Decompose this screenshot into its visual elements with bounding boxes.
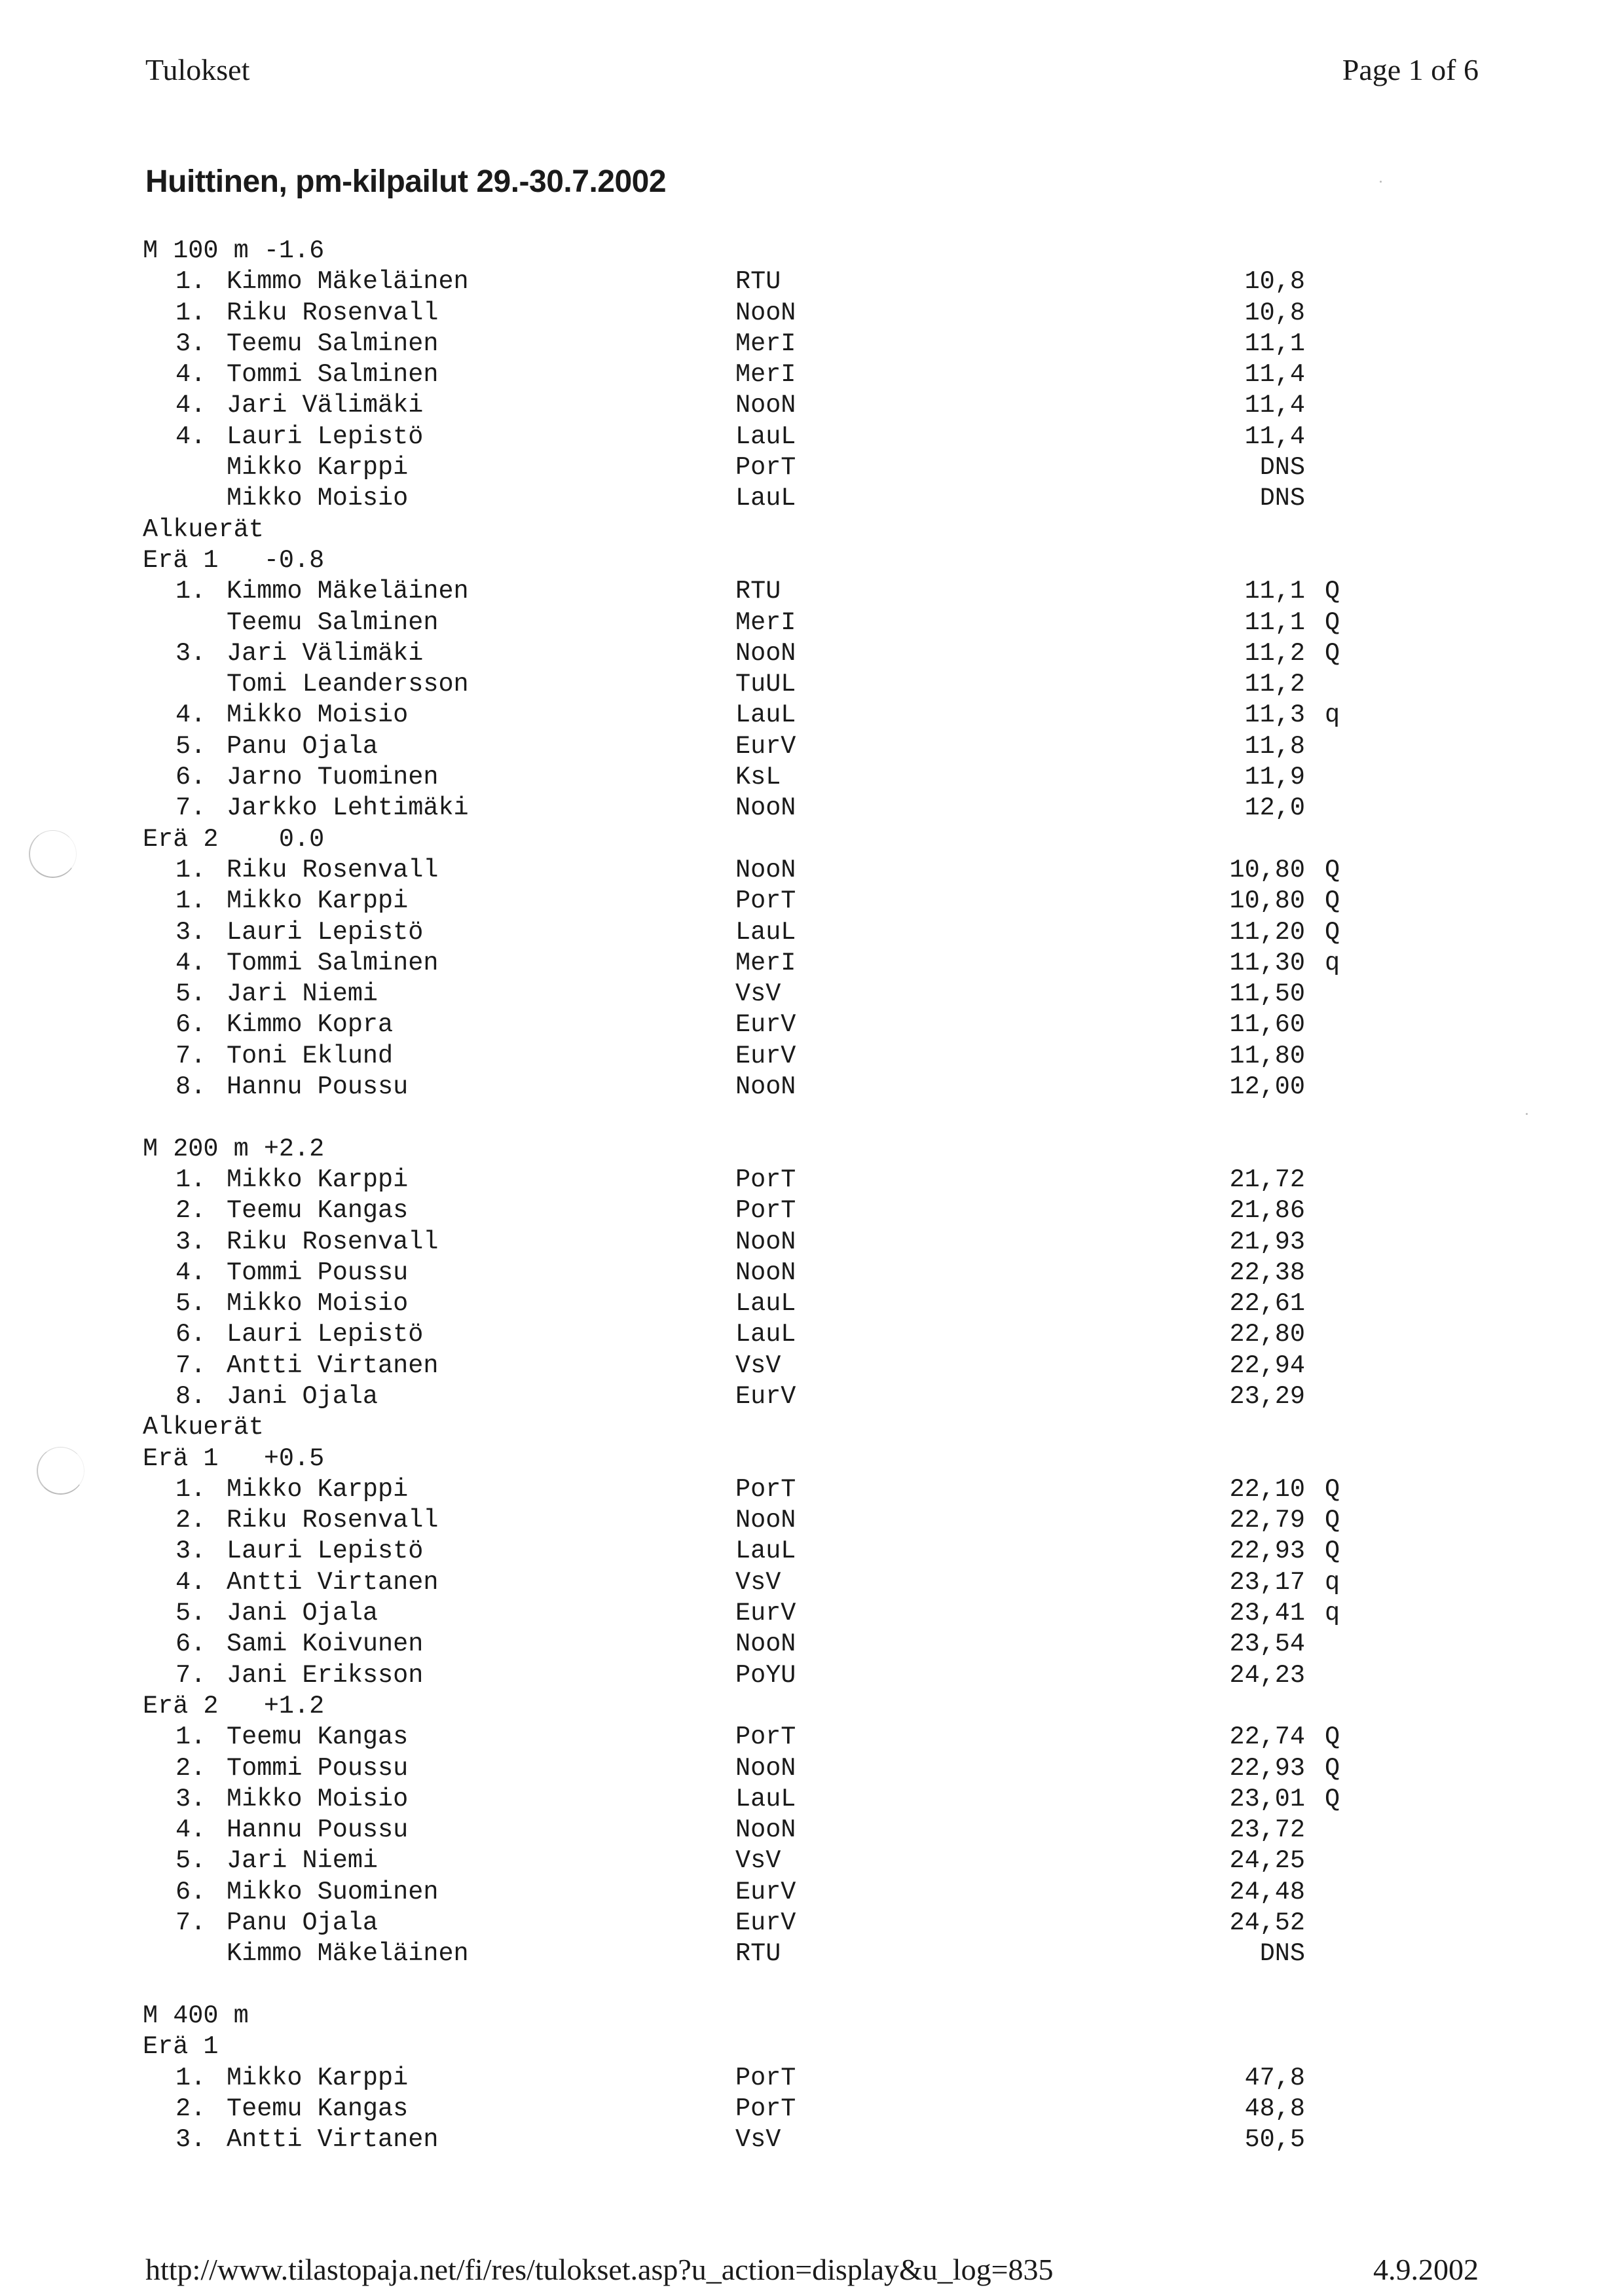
- position: 4.: [175, 360, 206, 390]
- position: 1.: [175, 267, 206, 297]
- result-row: [143, 669, 1305, 700]
- result-row: [143, 1598, 1340, 1629]
- result-value: 12,00: [1229, 1072, 1305, 1102]
- athlete-name: Mikko Karppi: [227, 886, 409, 916]
- result-row: [143, 1536, 1340, 1567]
- footer-date: 4.9.2002: [1373, 2253, 1479, 2286]
- position: 1.: [175, 577, 206, 606]
- athlete-name: Jari Niemi: [227, 979, 378, 1009]
- club-code: NooN: [735, 1072, 796, 1102]
- position: 1.: [175, 886, 206, 916]
- result-value: 22,93: [1229, 1537, 1305, 1566]
- athlete-name: Mikko Karppi: [227, 1165, 409, 1194]
- result-value: 23,41: [1229, 1599, 1305, 1628]
- club-code: NooN: [735, 1227, 796, 1256]
- position: 6.: [175, 1010, 206, 1040]
- spacer: [143, 1102, 324, 1133]
- result-value: 10,80: [1229, 886, 1305, 916]
- position: 8.: [175, 1381, 206, 1411]
- result-row: [143, 731, 1305, 762]
- athlete-name: Lauri Lepistö: [227, 1537, 424, 1566]
- athlete-name: Tomi Leandersson: [227, 670, 469, 699]
- result-row: [143, 1474, 1340, 1505]
- result-row: [143, 1784, 1340, 1815]
- position: 7.: [175, 1908, 206, 1938]
- result-row: [143, 1227, 1305, 1258]
- club-code: PorT: [735, 1722, 796, 1752]
- result-value: 11,8: [1244, 731, 1305, 761]
- club-code: EurV: [735, 731, 796, 761]
- club-code: EurV: [735, 1877, 796, 1906]
- result-value: 12,0: [1244, 793, 1305, 823]
- result-row: [143, 700, 1340, 731]
- club-code: PorT: [735, 1196, 796, 1226]
- result-value: 22,74: [1229, 1722, 1305, 1752]
- athlete-name: Teemu Kangas: [227, 2094, 409, 2123]
- result-value: 24,48: [1229, 1877, 1305, 1906]
- result-row: [143, 917, 1340, 948]
- position: 7.: [175, 1041, 206, 1070]
- result-row: [143, 1258, 1305, 1288]
- position: 1.: [175, 1474, 206, 1504]
- club-code: VsV: [735, 979, 781, 1009]
- club-code: EurV: [735, 1908, 796, 1938]
- athlete-name: Hannu Poussu: [227, 1815, 409, 1845]
- position: 3.: [175, 1784, 206, 1813]
- result-value: 11,20: [1229, 917, 1305, 947]
- athlete-name: Jarno Tuominen: [227, 763, 439, 792]
- scan-speck: [1380, 181, 1382, 183]
- result-row: [143, 266, 1305, 297]
- result-row: [143, 2063, 1305, 2094]
- qualification-mark: q: [1325, 701, 1340, 730]
- athlete-name: Lauri Lepistö: [227, 422, 424, 451]
- position: 6.: [175, 1630, 206, 1659]
- athlete-name: Sami Koivunen: [227, 1630, 424, 1659]
- club-code: LauL: [735, 917, 796, 947]
- athlete-name: Tommi Salminen: [227, 948, 439, 977]
- athlete-name: Mikko Moisio: [227, 701, 409, 730]
- position: 4.: [175, 948, 206, 977]
- club-code: LauL: [735, 1784, 796, 1813]
- result-row: [143, 1753, 1340, 1784]
- position: 4.: [175, 1258, 206, 1287]
- club-code: NooN: [735, 855, 796, 884]
- result-row: [143, 1319, 1305, 1350]
- result-value: 11,1: [1244, 577, 1305, 606]
- club-code: NooN: [735, 1753, 796, 1783]
- position: 2.: [175, 2094, 206, 2123]
- club-code: NooN: [735, 1815, 796, 1845]
- result-row: [143, 762, 1305, 793]
- qualification-mark: Q: [1325, 855, 1340, 884]
- athlete-name: Riku Rosenvall: [227, 1506, 439, 1535]
- athlete-name: Panu Ojala: [227, 731, 378, 761]
- result-value: 24,25: [1229, 1846, 1305, 1876]
- position: 1.: [175, 855, 206, 884]
- result-value: 11,4: [1244, 422, 1305, 451]
- athlete-name: Lauri Lepistö: [227, 1320, 424, 1349]
- section-label: M 200 m +2.2: [143, 1134, 325, 1163]
- position: 4.: [175, 422, 206, 451]
- result-row: [143, 1195, 1305, 1226]
- athlete-name: Teemu Kangas: [227, 1196, 409, 1226]
- club-code: PorT: [735, 2094, 796, 2123]
- club-code: LauL: [735, 1537, 796, 1566]
- club-code: PorT: [735, 453, 796, 483]
- result-value: 22,79: [1229, 1506, 1305, 1535]
- result-value: 10,8: [1244, 267, 1305, 297]
- club-code: MerI: [735, 948, 796, 977]
- result-value: 11,1: [1244, 608, 1305, 637]
- result-row: [143, 1072, 1305, 1102]
- position: 3.: [175, 917, 206, 947]
- result-row: [143, 452, 1305, 483]
- athlete-name: Mikko Karppi: [227, 1474, 409, 1504]
- position: 1.: [175, 2063, 206, 2092]
- result-value: 10,8: [1244, 298, 1305, 327]
- qualification-mark: q: [1325, 1599, 1340, 1628]
- result-row: [143, 886, 1340, 917]
- position: 7.: [175, 793, 206, 823]
- position: 4.: [175, 1567, 206, 1597]
- position: 3.: [175, 329, 206, 358]
- result-row: [143, 576, 1340, 607]
- athlete-name: Antti Virtanen: [227, 1567, 439, 1597]
- club-code: VsV: [735, 2125, 781, 2155]
- athlete-name: Kimmo Mäkeläinen: [227, 267, 469, 297]
- club-code: RTU: [735, 577, 781, 606]
- position: 3.: [175, 638, 206, 668]
- result-value: 11,4: [1244, 360, 1305, 390]
- club-code: NooN: [735, 391, 796, 420]
- qualification-mark: Q: [1325, 1722, 1340, 1752]
- section-label: Erä 2 0.0: [143, 824, 325, 854]
- qualification-mark: q: [1325, 1567, 1340, 1597]
- athlete-name: Hannu Poussu: [227, 1072, 409, 1102]
- club-code: NooN: [735, 1630, 796, 1659]
- result-value: 50,5: [1244, 2125, 1305, 2155]
- position: 2.: [175, 1753, 206, 1783]
- athlete-name: Mikko Karppi: [227, 2063, 409, 2092]
- punch-hole: [29, 830, 77, 878]
- result-value: 22,94: [1229, 1351, 1305, 1380]
- position: 6.: [175, 1877, 206, 1906]
- position: 3.: [175, 1227, 206, 1256]
- result-row: [143, 1381, 1305, 1412]
- club-code: MerI: [735, 360, 796, 390]
- club-code: EurV: [735, 1010, 796, 1040]
- result-value: 11,9: [1244, 763, 1305, 792]
- result-value: 11,2: [1244, 670, 1305, 699]
- footer-url: http://www.tilastopaja.net/fi/res/tulokset.asp?u_action=display&u_log=835: [145, 2253, 1054, 2286]
- athlete-name: Antti Virtanen: [227, 1351, 439, 1380]
- club-code: NooN: [735, 298, 796, 327]
- athlete-name: Jarkko Lehtimäki: [227, 793, 469, 823]
- club-code: LauL: [735, 484, 796, 513]
- result-value: 11,80: [1229, 1041, 1305, 1070]
- result-row: [143, 1629, 1305, 1660]
- club-code: PorT: [735, 1165, 796, 1194]
- qualification-mark: Q: [1325, 1784, 1340, 1813]
- club-code: NooN: [735, 793, 796, 823]
- result-value: DNS: [1259, 1939, 1305, 1969]
- section-label: M 400 m: [143, 2001, 249, 2030]
- section-label: Alkuerät: [143, 1413, 264, 1442]
- athlete-name: Tommi Poussu: [227, 1753, 409, 1783]
- result-value: 23,72: [1229, 1815, 1305, 1845]
- result-row: [143, 2124, 1305, 2155]
- athlete-name: Tommi Poussu: [227, 1258, 409, 1287]
- qualification-mark: Q: [1325, 577, 1340, 606]
- result-value: 47,8: [1244, 2063, 1305, 2092]
- athlete-name: Antti Virtanen: [227, 2125, 439, 2155]
- club-code: KsL: [735, 763, 781, 792]
- athlete-name: Teemu Salminen: [227, 329, 439, 358]
- athlete-name: Mikko Moisio: [227, 484, 409, 513]
- club-code: MerI: [735, 608, 796, 637]
- result-row: [143, 1660, 1305, 1691]
- result-row: [143, 1505, 1340, 1536]
- position: 5.: [175, 979, 206, 1009]
- club-code: LauL: [735, 701, 796, 730]
- result-row: [143, 2094, 1305, 2124]
- position: 5.: [175, 1846, 206, 1876]
- result-value: 11,2: [1244, 638, 1305, 668]
- position: 5.: [175, 731, 206, 761]
- result-value: 24,23: [1229, 1660, 1305, 1690]
- position: 4.: [175, 701, 206, 730]
- section-label: Erä 1 -0.8: [143, 545, 325, 575]
- position: 2.: [175, 1506, 206, 1535]
- document-title: Huittinen, pm-kilpailut 29.-30.7.2002: [145, 164, 667, 199]
- club-code: NooN: [735, 1506, 796, 1535]
- punch-hole: [37, 1447, 84, 1495]
- result-value: 11,60: [1229, 1010, 1305, 1040]
- position: 4.: [175, 391, 206, 420]
- club-code: MerI: [735, 329, 796, 358]
- club-code: NooN: [735, 1258, 796, 1287]
- result-row: [143, 329, 1305, 359]
- result-value: 11,50: [1229, 979, 1305, 1009]
- spacer: [143, 1970, 324, 2001]
- result-value: 10,80: [1229, 855, 1305, 884]
- result-row: [143, 948, 1340, 979]
- club-code: NooN: [735, 638, 796, 668]
- athlete-name: Riku Rosenvall: [227, 855, 439, 884]
- result-value: 21,72: [1229, 1165, 1305, 1194]
- result-value: 23,54: [1229, 1630, 1305, 1659]
- club-code: VsV: [735, 1351, 781, 1380]
- athlete-name: Jari Välimäki: [227, 391, 424, 420]
- qualification-mark: Q: [1325, 1506, 1340, 1535]
- position: 7.: [175, 1660, 206, 1690]
- athlete-name: Teemu Salminen: [227, 608, 439, 637]
- club-code: LauL: [735, 1320, 796, 1349]
- result-row: [143, 1288, 1305, 1319]
- result-row: [143, 608, 1340, 638]
- qualification-mark: Q: [1325, 1753, 1340, 1783]
- qualification-mark: q: [1325, 948, 1340, 977]
- result-value: 23,01: [1229, 1784, 1305, 1813]
- position: 1.: [175, 1722, 206, 1752]
- result-value: DNS: [1259, 484, 1305, 513]
- section-label: Erä 1: [143, 2032, 219, 2062]
- result-value: 48,8: [1244, 2094, 1305, 2123]
- result-row: [143, 422, 1305, 452]
- position: 1.: [175, 298, 206, 327]
- club-code: EurV: [735, 1599, 796, 1628]
- result-row: [143, 979, 1305, 1010]
- athlete-name: Kimmo Mäkeläinen: [227, 577, 469, 606]
- result-value: 23,29: [1229, 1381, 1305, 1411]
- athlete-name: Riku Rosenvall: [227, 1227, 439, 1256]
- result-row: [143, 1567, 1340, 1598]
- qualification-mark: Q: [1325, 1537, 1340, 1566]
- result-row: [143, 1165, 1305, 1195]
- result-row: [143, 1846, 1305, 1876]
- result-row: [143, 793, 1305, 824]
- section-label: Alkuerät: [143, 515, 264, 544]
- result-value: 22,80: [1229, 1320, 1305, 1349]
- section-label: M 100 m -1.6: [143, 236, 325, 265]
- club-code: VsV: [735, 1567, 781, 1597]
- position: 3.: [175, 2125, 206, 2155]
- section-label: Erä 2 +1.2: [143, 1691, 325, 1721]
- athlete-name: Riku Rosenvall: [227, 298, 439, 327]
- club-code: TuUL: [735, 670, 796, 699]
- results-list: [143, 236, 1340, 2155]
- result-row: [143, 1908, 1305, 1939]
- athlete-name: Mikko Suominen: [227, 1877, 439, 1906]
- club-code: PorT: [735, 2063, 796, 2092]
- club-code: EurV: [735, 1381, 796, 1411]
- qualification-mark: Q: [1325, 608, 1340, 637]
- result-value: 11,3: [1244, 701, 1305, 730]
- result-row: [143, 1010, 1305, 1040]
- result-row: [143, 1815, 1305, 1846]
- athlete-name: Mikko Moisio: [227, 1784, 409, 1813]
- qualification-mark: Q: [1325, 638, 1340, 668]
- result-row: [143, 359, 1305, 390]
- qualification-mark: Q: [1325, 1474, 1340, 1504]
- position: 6.: [175, 763, 206, 792]
- result-row: [143, 638, 1340, 669]
- scan-speck: [1526, 1113, 1528, 1115]
- athlete-name: Toni Eklund: [227, 1041, 394, 1070]
- result-value: 22,93: [1229, 1753, 1305, 1783]
- result-value: DNS: [1259, 453, 1305, 483]
- page-number: Page 1 of 6: [1342, 53, 1479, 86]
- club-code: RTU: [735, 267, 781, 297]
- athlete-name: Jari Niemi: [227, 1846, 378, 1876]
- club-code: LauL: [735, 1289, 796, 1319]
- position: 4.: [175, 1815, 206, 1845]
- qualification-mark: Q: [1325, 917, 1340, 947]
- result-row: [143, 1041, 1305, 1072]
- athlete-name: Mikko Moisio: [227, 1289, 409, 1319]
- club-code: RTU: [735, 1939, 781, 1969]
- athlete-name: Teemu Kangas: [227, 1722, 409, 1752]
- position: 2.: [175, 1196, 206, 1226]
- result-row: [143, 483, 1305, 514]
- page-header-title: Tulokset: [145, 53, 250, 86]
- qualification-mark: Q: [1325, 886, 1340, 916]
- position: 5.: [175, 1599, 206, 1628]
- club-code: PorT: [735, 886, 796, 916]
- athlete-name: Mikko Karppi: [227, 453, 409, 483]
- result-row: [143, 1351, 1305, 1381]
- result-value: 11,4: [1244, 391, 1305, 420]
- position: 8.: [175, 1072, 206, 1102]
- result-row: [143, 855, 1340, 886]
- athlete-name: Kimmo Mäkeläinen: [227, 1939, 469, 1969]
- club-code: VsV: [735, 1846, 781, 1876]
- result-row: [143, 1939, 1305, 1969]
- result-row: [143, 298, 1305, 329]
- result-value: 24,52: [1229, 1908, 1305, 1938]
- athlete-name: Jani Eriksson: [227, 1660, 424, 1690]
- result-value: 21,86: [1229, 1196, 1305, 1226]
- athlete-name: Kimmo Kopra: [227, 1010, 394, 1040]
- result-row: [143, 1877, 1305, 1908]
- club-code: EurV: [735, 1041, 796, 1070]
- result-value: 22,61: [1229, 1289, 1305, 1319]
- athlete-name: Jani Ojala: [227, 1599, 378, 1628]
- position: 6.: [175, 1320, 206, 1349]
- club-code: LauL: [735, 422, 796, 451]
- result-value: 22,10: [1229, 1474, 1305, 1504]
- position: 5.: [175, 1289, 206, 1319]
- athlete-name: Jari Välimäki: [227, 638, 424, 668]
- result-value: 11,1: [1244, 329, 1305, 358]
- section-label: Erä 1 +0.5: [143, 1444, 325, 1473]
- athlete-name: Panu Ojala: [227, 1908, 378, 1938]
- club-code: PoYU: [735, 1660, 796, 1690]
- result-value: 22,38: [1229, 1258, 1305, 1287]
- result-value: 11,30: [1229, 948, 1305, 977]
- position: 1.: [175, 1165, 206, 1194]
- result-row: [143, 390, 1305, 421]
- club-code: PorT: [735, 1474, 796, 1504]
- athlete-name: Lauri Lepistö: [227, 917, 424, 947]
- position: 3.: [175, 1537, 206, 1566]
- result-value: 21,93: [1229, 1227, 1305, 1256]
- athlete-name: Jani Ojala: [227, 1381, 378, 1411]
- result-row: [143, 1722, 1340, 1753]
- position: 7.: [175, 1351, 206, 1380]
- athlete-name: Tommi Salminen: [227, 360, 439, 390]
- result-value: 23,17: [1229, 1567, 1305, 1597]
